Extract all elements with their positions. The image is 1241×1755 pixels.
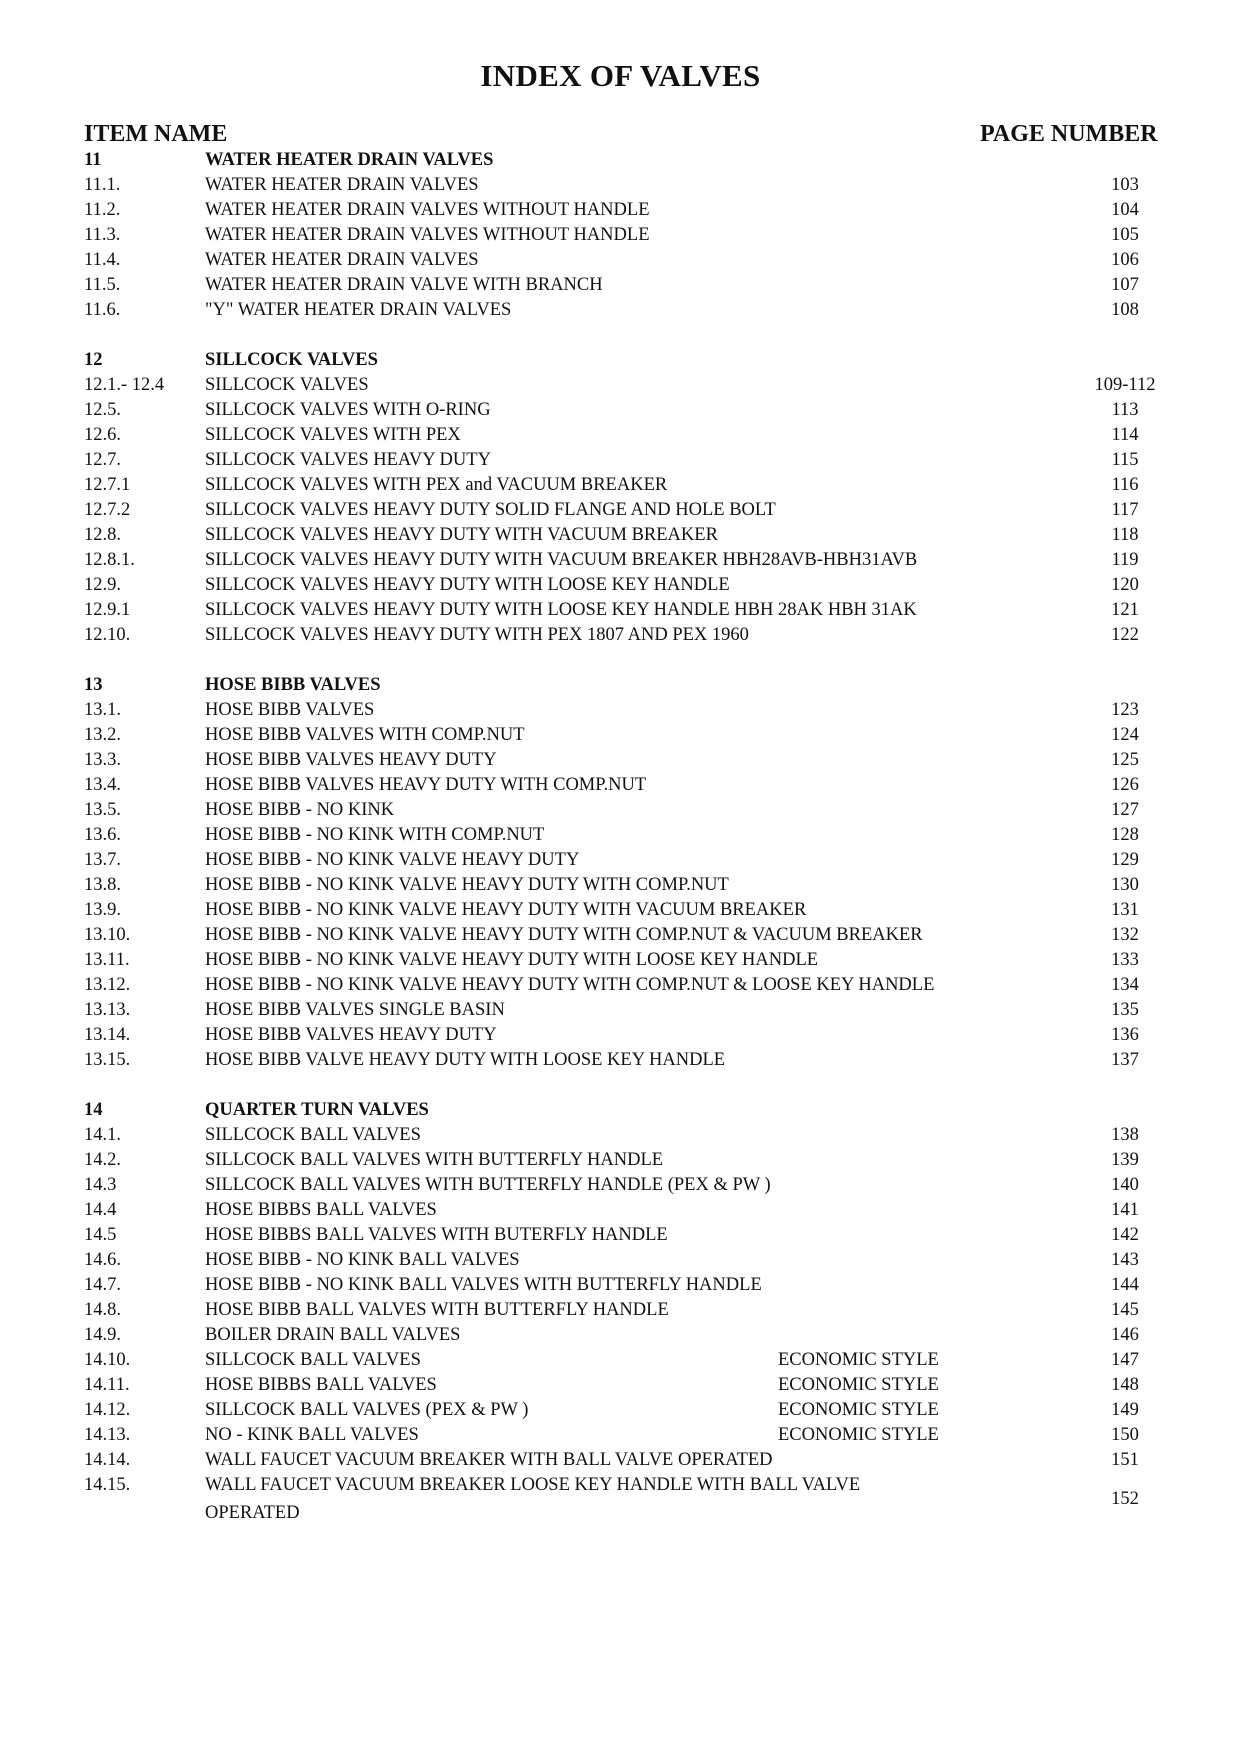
- page-title: INDEX OF VALVES: [480, 58, 761, 93]
- section-heading: [0, 1096, 1241, 1124]
- page-number: 106: [1111, 250, 1139, 270]
- page-number: 152: [1111, 1489, 1139, 1509]
- item-number: 12.7.2: [84, 500, 131, 520]
- index-row: [0, 471, 1241, 499]
- item-name: HOSE BIBB VALVES HEAVY DUTY WITH COMP.NUT: [205, 775, 647, 795]
- item-name: HOSE BIBB VALVES: [205, 675, 381, 695]
- item-name: HOSE BIBBS BALL VALVES: [205, 1375, 437, 1395]
- index-row: [0, 1121, 1241, 1149]
- page-number: 131: [1111, 900, 1139, 920]
- index-row: [0, 596, 1241, 624]
- index-row: [0, 371, 1241, 399]
- item-number: 11.4.: [84, 250, 121, 270]
- item-name: HOSE BIBBS BALL VALVES: [205, 1200, 437, 1220]
- item-name: WALL FAUCET VACUUM BREAKER LOOSE KEY HANDLE WITH BALL VALVE OPERATED: [205, 1475, 861, 1523]
- item-name: SILLCOCK BALL VALVES: [205, 1350, 421, 1370]
- index-row: [0, 271, 1241, 299]
- item-number: 11: [84, 150, 102, 170]
- page-number: 139: [1111, 1150, 1139, 1170]
- item-name: HOSE BIBB VALVES: [205, 700, 375, 720]
- item-name: "Y" WATER HEATER DRAIN VALVES: [205, 300, 512, 320]
- page-number: 132: [1111, 925, 1139, 945]
- item-number: 14.14.: [84, 1450, 131, 1470]
- item-number: 13.8.: [84, 875, 121, 895]
- item-number: 13.11.: [84, 950, 130, 970]
- item-number: 11.1.: [84, 175, 121, 195]
- index-row: [0, 1271, 1241, 1299]
- index-row: [0, 196, 1241, 224]
- index-row: [0, 1321, 1241, 1349]
- item-number: 13.1.: [84, 700, 121, 720]
- item-name: HOSE BIBB - NO KINK BALL VALVES: [205, 1250, 520, 1270]
- item-name: SILLCOCK BALL VALVES: [205, 1125, 421, 1145]
- item-number: 13: [84, 675, 103, 695]
- item-number: 14.3: [84, 1175, 117, 1195]
- page-number: 140: [1111, 1175, 1139, 1195]
- index-row: [0, 1371, 1241, 1399]
- item-number: 12.8.1.: [84, 550, 135, 570]
- column-header-item-name: ITEM NAME: [84, 121, 228, 147]
- item-name: HOSE BIBB - NO KINK VALVE HEAVY DUTY WITH COMP.NUT: [205, 875, 729, 895]
- index-row: [0, 396, 1241, 424]
- item-number: 12.7.1: [84, 475, 131, 495]
- item-name: HOSE BIBB - NO KINK BALL VALVES WITH BUTTERFLY HANDLE: [205, 1275, 762, 1295]
- page-number: 137: [1111, 1050, 1139, 1070]
- item-name: HOSE BIBB - NO KINK VALVE HEAVY DUTY: [205, 850, 580, 870]
- item-name: WATER HEATER DRAIN VALVES WITHOUT HANDLE: [205, 200, 650, 220]
- item-name: HOSE BIBB - NO KINK VALVE HEAVY DUTY WITH VACUUM BREAKER: [205, 900, 807, 920]
- index-row: [0, 1396, 1241, 1424]
- item-number: 13.15.: [84, 1050, 131, 1070]
- page-number: 109-112: [1094, 375, 1156, 395]
- item-name: WALL FAUCET VACUUM BREAKER WITH BALL VALVE OPERATED: [205, 1450, 773, 1470]
- page-number: 150: [1111, 1425, 1139, 1445]
- index-row: [0, 771, 1241, 799]
- index-row: [0, 896, 1241, 924]
- item-number: 14.11.: [84, 1375, 130, 1395]
- page-number: 107: [1111, 275, 1139, 295]
- index-row: [0, 421, 1241, 449]
- index-row: [0, 171, 1241, 199]
- index-row: [0, 696, 1241, 724]
- page-number: 123: [1111, 700, 1139, 720]
- item-name: SILLCOCK VALVES WITH O-RING: [205, 400, 491, 420]
- page-number: 143: [1111, 1250, 1139, 1270]
- item-number: 13.5.: [84, 800, 121, 820]
- page-number: 147: [1111, 1350, 1139, 1370]
- column-header-page-number: PAGE NUMBER: [980, 121, 1158, 147]
- item-number: 11.6.: [84, 300, 121, 320]
- index-row: [0, 496, 1241, 524]
- page-number: 129: [1111, 850, 1139, 870]
- item-name: WATER HEATER DRAIN VALVE WITH BRANCH: [205, 275, 603, 295]
- index-row: [0, 846, 1241, 874]
- page-number: 104: [1111, 200, 1139, 220]
- page-number: 149: [1111, 1400, 1139, 1420]
- index-row: [0, 521, 1241, 549]
- item-name: WATER HEATER DRAIN VALVES: [205, 150, 494, 170]
- page-number: 145: [1111, 1300, 1139, 1320]
- index-row: [0, 1171, 1241, 1199]
- index-row: [0, 621, 1241, 649]
- item-number: 14.6.: [84, 1250, 121, 1270]
- item-name: HOSE BIBB - NO KINK VALVE HEAVY DUTY WITH COMP.NUT & VACUUM BREAKER: [205, 925, 923, 945]
- page-number: 133: [1111, 950, 1139, 970]
- page-number: 121: [1111, 600, 1139, 620]
- page-number: 124: [1111, 725, 1139, 745]
- item-number: 12: [84, 350, 103, 370]
- item-number: 13.13.: [84, 1000, 131, 1020]
- page-number: 130: [1111, 875, 1139, 895]
- index-row: [0, 1421, 1241, 1449]
- item-name: HOSE BIBB VALVES HEAVY DUTY: [205, 750, 497, 770]
- index-row: [0, 946, 1241, 974]
- item-name: HOSE BIBB - NO KINK VALVE HEAVY DUTY WITH COMP.NUT & LOOSE KEY HANDLE: [205, 975, 935, 995]
- item-number: 12.1.- 12.4: [84, 375, 165, 395]
- page-number: 116: [1111, 475, 1139, 495]
- index-row: [0, 1146, 1241, 1174]
- page-number: 126: [1111, 775, 1139, 795]
- section-heading: [0, 671, 1241, 699]
- index-row: [0, 921, 1241, 949]
- page-number: 119: [1111, 550, 1139, 570]
- item-number: 12.8.: [84, 525, 121, 545]
- index-row: [0, 1471, 1241, 1527]
- item-number: 14.2.: [84, 1150, 121, 1170]
- item-number: 13.4.: [84, 775, 121, 795]
- page-number: 142: [1111, 1225, 1139, 1245]
- item-number: 13.12.: [84, 975, 131, 995]
- item-number: 13.10.: [84, 925, 131, 945]
- page-number: 136: [1111, 1025, 1139, 1045]
- item-name: SILLCOCK BALL VALVES WITH BUTTERFLY HANDLE (PEX & PW ): [205, 1175, 771, 1195]
- page-number: 122: [1111, 625, 1139, 645]
- page-number: 117: [1111, 500, 1139, 520]
- item-number: 14.13.: [84, 1425, 131, 1445]
- index-row: [0, 1296, 1241, 1324]
- index-row: [0, 821, 1241, 849]
- item-number: 13.14.: [84, 1025, 131, 1045]
- page-number: 113: [1111, 400, 1139, 420]
- item-name: HOSE BIBB - NO KINK WITH COMP.NUT: [205, 825, 545, 845]
- index-row: [0, 971, 1241, 999]
- page-number: 105: [1111, 225, 1139, 245]
- page-number: 128: [1111, 825, 1139, 845]
- page-number: 151: [1111, 1450, 1139, 1470]
- item-name: SILLCOCK VALVES: [205, 375, 369, 395]
- index-row: [0, 1446, 1241, 1474]
- page-number: 138: [1111, 1125, 1139, 1145]
- index-row: [0, 746, 1241, 774]
- item-number: 13.3.: [84, 750, 121, 770]
- item-style: ECONOMIC STYLE: [778, 1375, 939, 1395]
- item-number: 12.6.: [84, 425, 121, 445]
- item-number: 13.9.: [84, 900, 121, 920]
- index-row: [0, 246, 1241, 274]
- item-name: NO - KINK BALL VALVES: [205, 1425, 419, 1445]
- item-number: 12.9.1: [84, 600, 131, 620]
- page-number: 120: [1111, 575, 1139, 595]
- item-name: SILLCOCK VALVES HEAVY DUTY WITH PEX 1807 AND PEX 1960: [205, 625, 749, 645]
- item-name: HOSE BIBB - NO KINK VALVE HEAVY DUTY WITH LOOSE KEY HANDLE: [205, 950, 819, 970]
- item-number: 12.7.: [84, 450, 121, 470]
- index-row: [0, 571, 1241, 599]
- item-number: 14.10.: [84, 1350, 131, 1370]
- item-number: 14.5: [84, 1225, 117, 1245]
- index-row: [0, 296, 1241, 324]
- item-name: SILLCOCK VALVES HEAVY DUTY WITH LOOSE KEY HANDLE HBH 28AK HBH 31AK: [205, 600, 917, 620]
- item-name: HOSE BIBBS BALL VALVES WITH BUTERFLY HANDLE: [205, 1225, 668, 1245]
- item-number: 14.12.: [84, 1400, 131, 1420]
- item-number: 13.7.: [84, 850, 121, 870]
- index-row: [0, 1021, 1241, 1049]
- item-name: HOSE BIBB VALVES HEAVY DUTY: [205, 1025, 497, 1045]
- item-name: WATER HEATER DRAIN VALVES: [205, 175, 479, 195]
- page-number: 103: [1111, 175, 1139, 195]
- index-row: [0, 1196, 1241, 1224]
- item-style: ECONOMIC STYLE: [778, 1400, 939, 1420]
- item-number: 11.3.: [84, 225, 121, 245]
- item-number: 14.7.: [84, 1275, 121, 1295]
- section-heading: [0, 346, 1241, 374]
- item-number: 13.2.: [84, 725, 121, 745]
- index-row: [0, 1221, 1241, 1249]
- item-number: 12.9.: [84, 575, 121, 595]
- item-number: 11.2.: [84, 200, 121, 220]
- section-heading: [0, 146, 1241, 174]
- item-number: 14.4: [84, 1200, 117, 1220]
- index-row: [0, 996, 1241, 1024]
- page-number: 144: [1111, 1275, 1139, 1295]
- item-number: 14.8.: [84, 1300, 121, 1320]
- item-name: SILLCOCK VALVES WITH PEX: [205, 425, 461, 445]
- page-number: 127: [1111, 800, 1139, 820]
- item-name: SILLCOCK VALVES HEAVY DUTY: [205, 450, 491, 470]
- item-number: 12.10.: [84, 625, 131, 645]
- page-number: 135: [1111, 1000, 1139, 1020]
- item-number: 14.1.: [84, 1125, 121, 1145]
- index-row: [0, 871, 1241, 899]
- index-row: [0, 1246, 1241, 1274]
- item-name: WATER HEATER DRAIN VALVES WITHOUT HANDLE: [205, 225, 650, 245]
- item-style: ECONOMIC STYLE: [778, 1350, 939, 1370]
- item-name: BOILER DRAIN BALL VALVES: [205, 1325, 461, 1345]
- item-name: SILLCOCK VALVES WITH PEX and VACUUM BREAKER: [205, 475, 668, 495]
- item-name: SILLCOCK VALVES: [205, 350, 378, 370]
- item-name: HOSE BIBB VALVE HEAVY DUTY WITH LOOSE KEY HANDLE: [205, 1050, 726, 1070]
- item-style: ECONOMIC STYLE: [778, 1425, 939, 1445]
- index-row: [0, 721, 1241, 749]
- item-number: 13.6.: [84, 825, 121, 845]
- page-number: 108: [1111, 300, 1139, 320]
- item-name: HOSE BIBB VALVES WITH COMP.NUT: [205, 725, 525, 745]
- item-name: SILLCOCK VALVES HEAVY DUTY WITH VACUUM BREAKER HBH28AVB-HBH31AVB: [205, 550, 918, 570]
- page-number: 148: [1111, 1375, 1139, 1395]
- index-row: [0, 221, 1241, 249]
- index-row: [0, 1046, 1241, 1074]
- item-name: QUARTER TURN VALVES: [205, 1100, 429, 1120]
- item-number: 11.5.: [84, 275, 121, 295]
- page-number: 141: [1111, 1200, 1139, 1220]
- index-row: [0, 1346, 1241, 1374]
- item-number: 14.15.: [84, 1475, 131, 1495]
- item-name: SILLCOCK BALL VALVES (PEX & PW ): [205, 1400, 529, 1420]
- page-number: 115: [1111, 450, 1139, 470]
- item-number: 12.5.: [84, 400, 121, 420]
- page-number: 125: [1111, 750, 1139, 770]
- item-number: 14: [84, 1100, 103, 1120]
- item-name: HOSE BIBB VALVES SINGLE BASIN: [205, 1000, 505, 1020]
- page-number: 134: [1111, 975, 1139, 995]
- index-row: [0, 796, 1241, 824]
- index-row: [0, 446, 1241, 474]
- item-name: WATER HEATER DRAIN VALVES: [205, 250, 479, 270]
- page-number: 118: [1111, 525, 1139, 545]
- page-number: 146: [1111, 1325, 1139, 1345]
- item-number: 14.9.: [84, 1325, 121, 1345]
- item-name: HOSE BIBB BALL VALVES WITH BUTTERFLY HANDLE: [205, 1300, 669, 1320]
- item-name: SILLCOCK VALVES HEAVY DUTY WITH LOOSE KEY HANDLE: [205, 575, 730, 595]
- item-name: SILLCOCK VALVES HEAVY DUTY WITH VACUUM BREAKER: [205, 525, 718, 545]
- page-number: 114: [1111, 425, 1139, 445]
- item-name: SILLCOCK VALVES HEAVY DUTY SOLID FLANGE AND HOLE BOLT: [205, 500, 776, 520]
- index-row: [0, 546, 1241, 574]
- item-name: HOSE BIBB - NO KINK: [205, 800, 395, 820]
- item-name: SILLCOCK BALL VALVES WITH BUTTERFLY HANDLE: [205, 1150, 664, 1170]
